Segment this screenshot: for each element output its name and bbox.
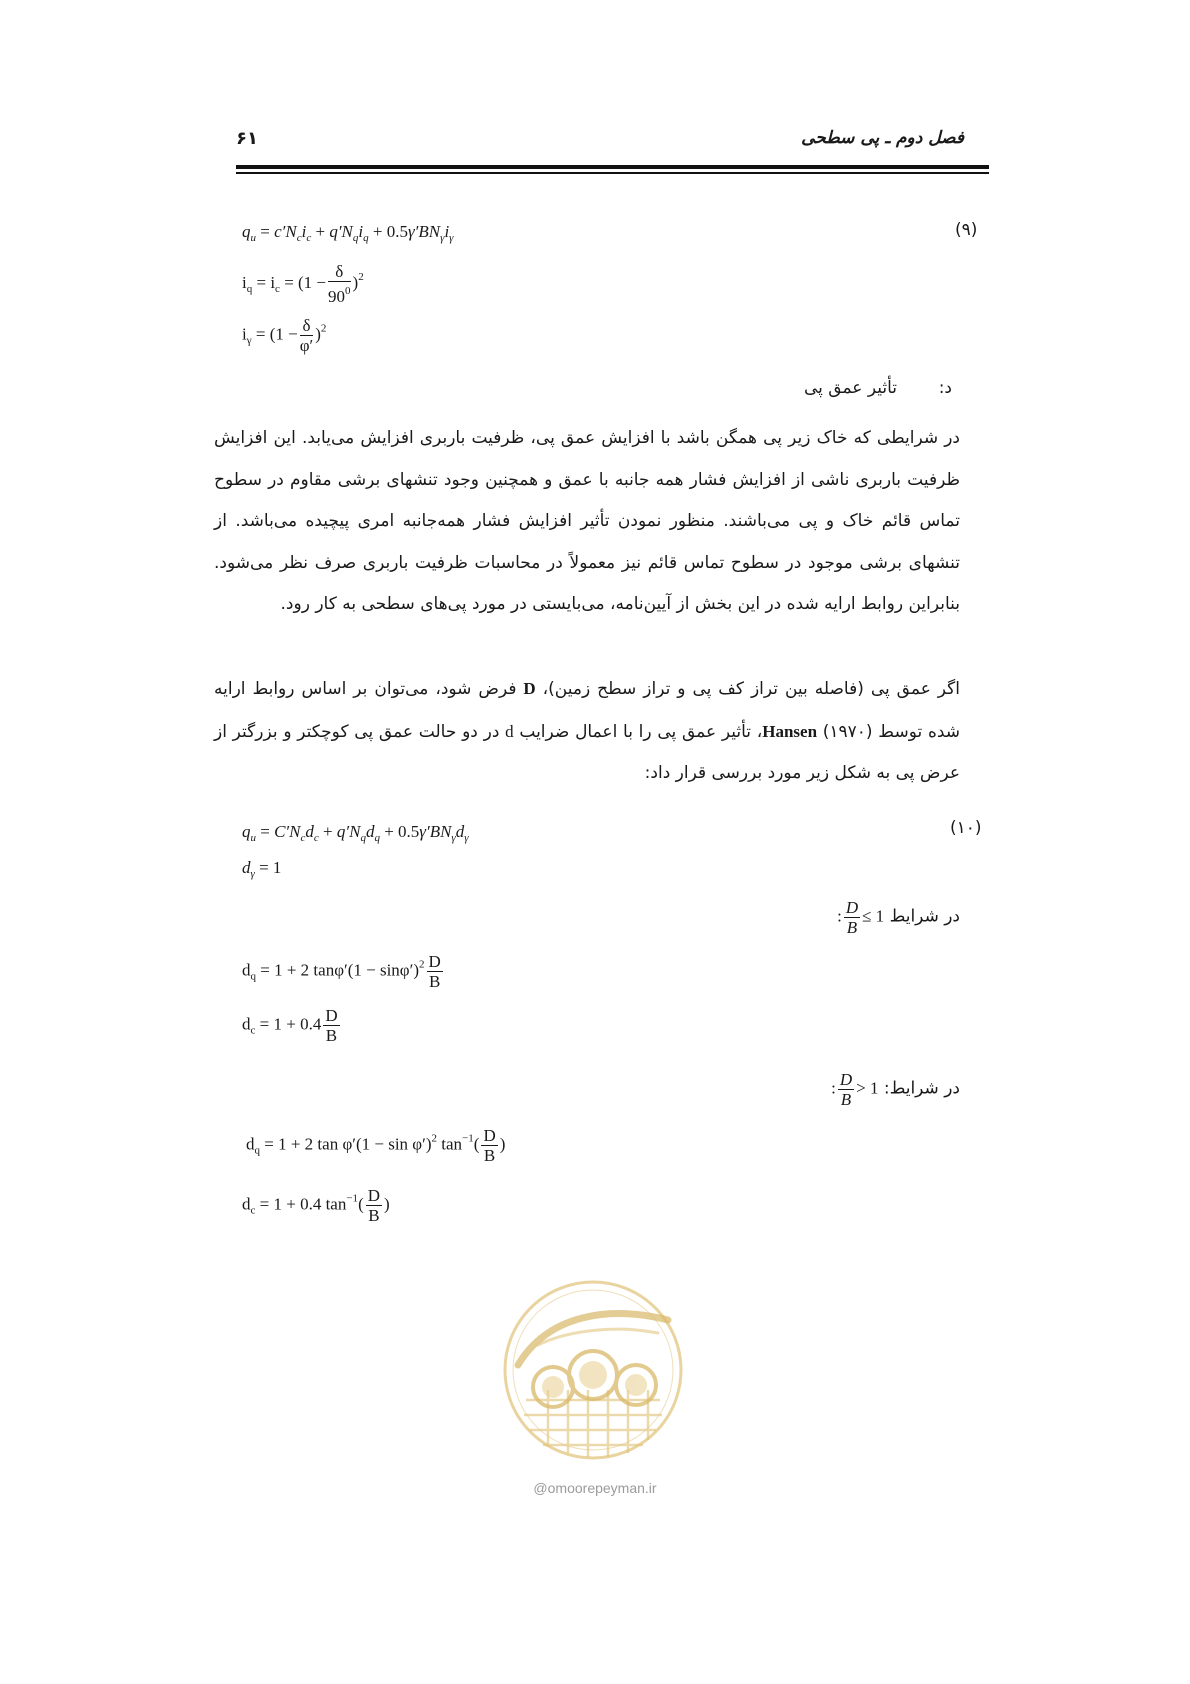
paragraph-2-part-4: در دو حالت عمق پی کوچکتر و بزرگتر از عرض پی به شکل زیر مورد بررسی قرار داد: xyxy=(214,721,960,783)
condition-1-math: : $\frac{D}{B}$ ≤ 1 xyxy=(837,898,885,937)
page-number: ۶۱ xyxy=(236,128,258,149)
paragraph-2-part-3: (۱۹۷۰)، تأثیر عمق پی را با اعمال ضرایب xyxy=(513,721,873,742)
header-rule-thick xyxy=(236,165,989,169)
condition-1 xyxy=(837,898,960,937)
paragraph-2-part-2: فرض شود، می‌توان بر اساس روابط ارایه شده توسط xyxy=(214,679,961,742)
paragraph-hansen xyxy=(214,668,960,795)
equation-9-line-2: $i_q = i_c = (1$ − $\frac{\delta}{90^0}$ )$^2$ xyxy=(242,262,364,306)
paragraph-depth-effect xyxy=(214,418,960,626)
condition-2-label: در شرایط: xyxy=(883,1078,960,1099)
symbol-D: D xyxy=(523,679,536,698)
equation-10-line-2: $d_\gamma = 1$ xyxy=(242,858,282,880)
condition-1-eq-dc: $d_c = 1 + 0.4$ $\frac{D}{B}$ xyxy=(242,1006,338,1045)
chapter-title: فصل دوم ـ پی سطحی xyxy=(801,128,964,148)
symbol-d: d xyxy=(505,721,514,741)
header-rule-thin xyxy=(236,172,989,174)
author-hansen: Hansen xyxy=(762,721,818,741)
equation-10-line-1: $q_u = C'N_cd_c + q'N_qd_q + 0.5\gamma'BN_\gamma d_\gamma$ xyxy=(242,822,469,844)
condition-2-eq-dq: $d_q = 1 + 2$ $\tan \varphi'(1 - \sin \varphi')^2$ $\tan^{-1}$( $\frac{D}{B}$ ) xyxy=(246,1126,506,1165)
condition-2 xyxy=(831,1070,960,1109)
condition-2-eq-dc: $d_c = 1 + 0.4$ $\tan^{-1}$( $\frac{D}{B}$ ) xyxy=(242,1186,390,1225)
equation-9-line-1: $q_u = c'N_ci_c + q'N_qi_q + 0.5\gamma'BN_\gamma i_\gamma$ xyxy=(242,222,454,244)
equation-9-number: (۹) xyxy=(955,220,978,240)
condition-1-label: در شرایط xyxy=(889,906,960,927)
paragraph-2-part-1: اگر عمق پی (فاصله بین تراز کف پی و تراز سطح زمین)، xyxy=(535,679,960,699)
watermark-url: @omoorepeyman.ir xyxy=(533,1480,657,1496)
equation-10-number: (۱۰) xyxy=(950,818,982,838)
watermark-logo xyxy=(498,1275,688,1465)
condition-2-math: : $\frac{D}{B}$ > 1 xyxy=(831,1070,879,1109)
watermark-logo-graphic xyxy=(498,1275,688,1465)
equation-9-line-3: $i_\gamma = (1$ − $\frac{\delta}{\varphi'}$ )$^2$ xyxy=(242,316,327,355)
section-d-heading: تأثیر عمق پی xyxy=(803,378,897,398)
condition-1-eq-dq: $d_q = 1 + 2$ $\tan\varphi'(1 - \sin\varphi')^2$ $\frac{D}{B}$ xyxy=(242,952,441,991)
paragraph-1-text: در شرایطی که خاک زیر پی همگن باشد با افزایش عمق پی، ظرفیت باربری افزایش می‌یابد. این افزایش ظرفیت باربری ناشی از افزایش فشار همه جانبه با عمق و همچنین وجود تنشهای برشی مقاوم در سطوح تماس قائم خاک و پی می‌باشند. منظور نمودن تأثیر افزایش فشار همه‌جانبه امری پیچیده می‌باشد. از تنشهای برشی موجود در سطوح تماس قائم نیز معمولاً در محاسبات ظرفیت باربری صرف نظر می‌شود. بنابراین روابط ارایه شده در این بخش از آیین‌نامه، می‌بایستی در مورد پی‌های سطحی به کار رود. xyxy=(214,428,960,614)
section-d-marker: د: xyxy=(938,378,952,398)
paragraph-2-text xyxy=(214,668,960,795)
